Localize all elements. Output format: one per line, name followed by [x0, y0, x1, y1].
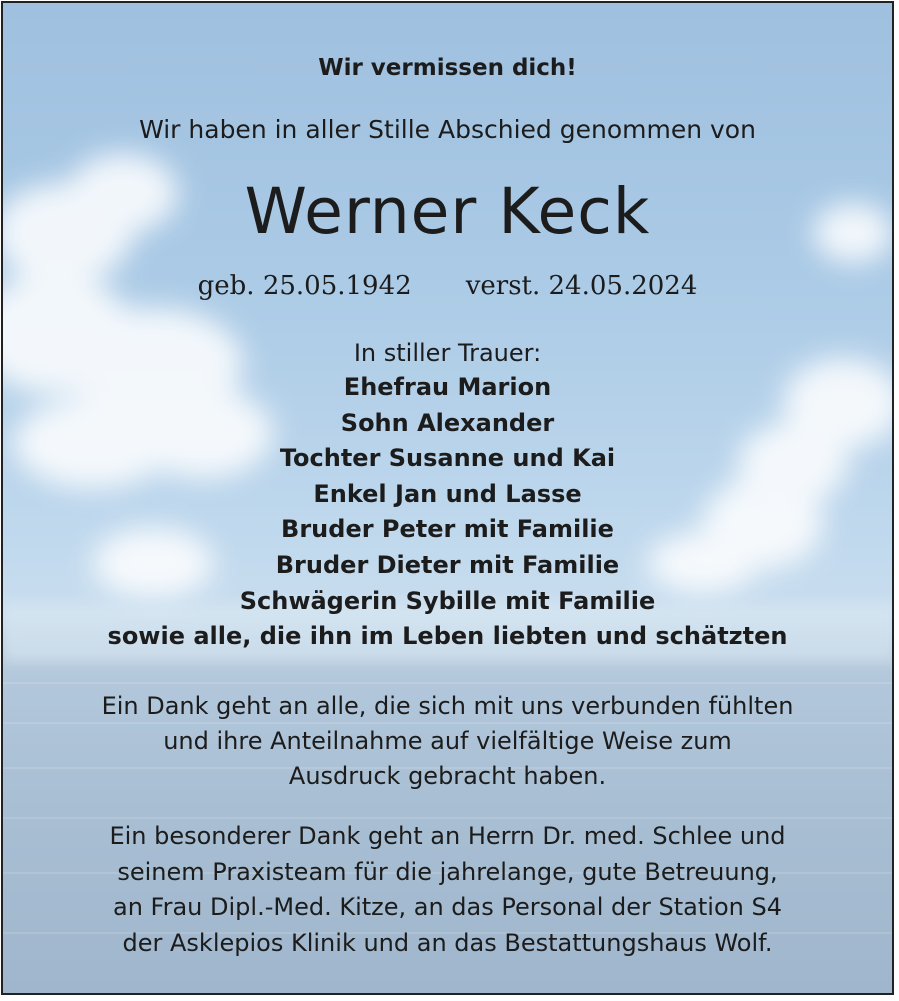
thanks-line: Ausdruck gebracht haben. [288, 762, 607, 790]
obituary-notice [1, 1, 894, 995]
life-dates [3, 271, 892, 301]
special-thanks-line: Ein besonderer Dank geht an Herrn Dr. med. Schlee und [109, 822, 786, 850]
mourner: Ehefrau Marion [343, 373, 552, 401]
death-date: verst. 24.05.2024 [465, 271, 698, 301]
birth-date: geb. 25.05.1942 [197, 271, 412, 301]
intro-text: Wir haben in aller Stille Abschied genommen von [139, 115, 756, 144]
mourning-label: In stiller Trauer: [353, 339, 542, 367]
special-thanks-paragraph [3, 819, 892, 961]
mourner: Bruder Peter mit Familie [281, 515, 614, 544]
thanks-line: und ihre Anteilnahme auf vielfältige Weise zum [163, 727, 732, 755]
thanks-paragraph [3, 689, 892, 794]
special-thanks-line: an Frau Dipl.-Med. Kitze, an das Personal der Station S4 [113, 893, 782, 921]
mourner: Sohn Alexander [340, 408, 555, 437]
special-thanks-line: seinem Praxisteam für die jahrelange, gute Betreuung, [117, 857, 778, 886]
mourner: Enkel Jan und Lasse [313, 479, 582, 508]
mourner: Bruder Dieter mit Familie [275, 550, 620, 579]
mourner: sowie alle, die ihn im Leben liebten und schätzten [107, 622, 788, 651]
deceased-name: Werner Keck [244, 175, 651, 248]
mourners-list [3, 370, 892, 655]
special-thanks-line: der Asklepios Klinik und an das Bestattungshaus Wolf. [122, 928, 773, 957]
mourner: Schwägerin Sybille mit Familie [239, 586, 656, 615]
heading: Wir vermissen dich! [318, 55, 577, 81]
mourner: Tochter Susanne und Kai [279, 444, 616, 473]
thanks-line: Ein Dank geht an alle, die sich mit uns verbunden fühlten [101, 692, 794, 720]
